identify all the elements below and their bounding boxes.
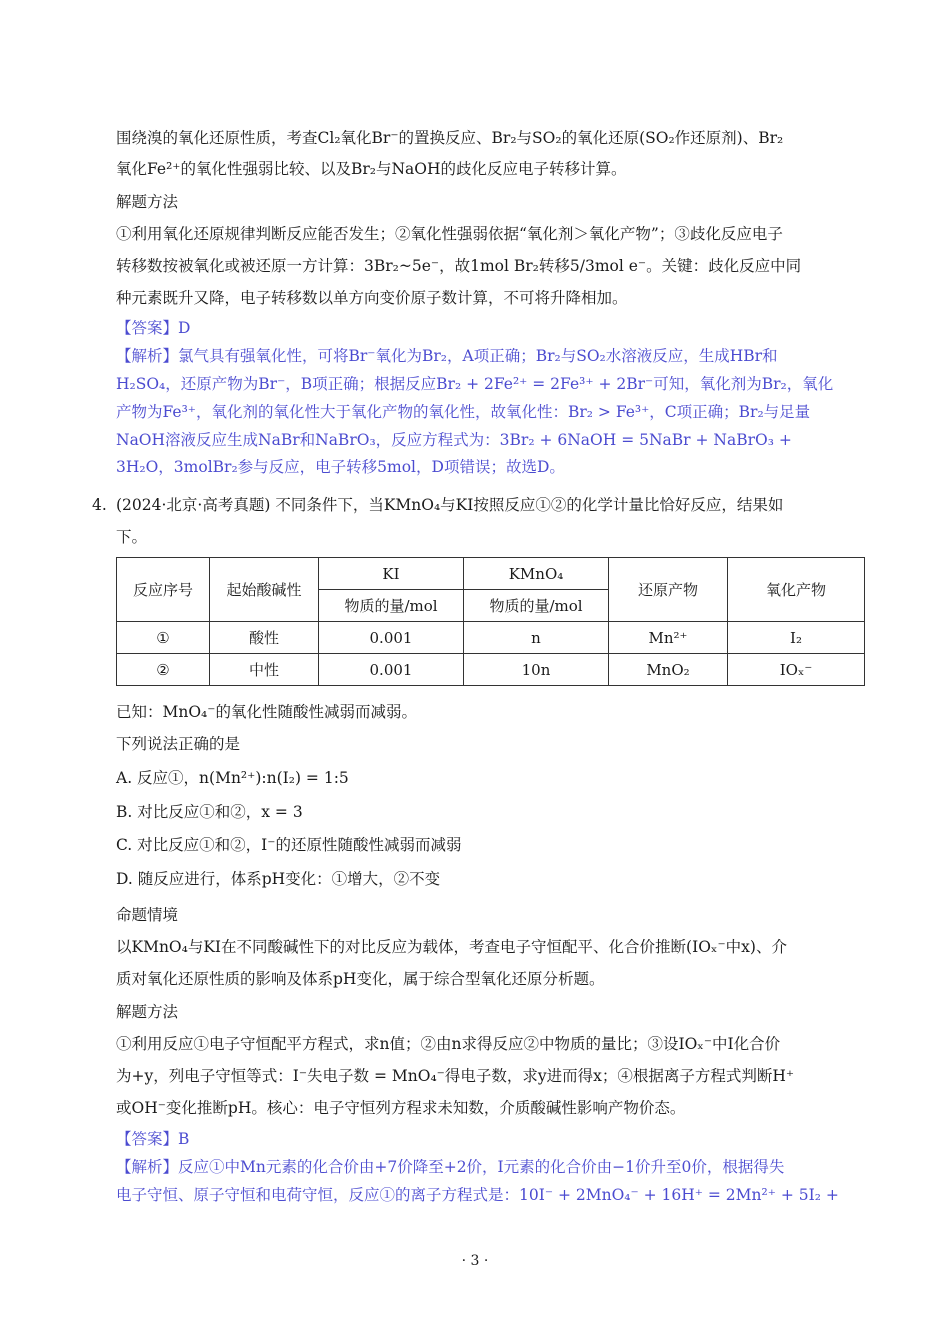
analysis-text-line: 围绕溴的氧化还原性质，考查Cl₂氧化Br⁻的置换反应、Br₂与SO₂的氧化还原(SO₂作还原剂)、Br₂ (116, 129, 784, 147)
table-cell: 酸性 (210, 622, 319, 654)
method-text-line: 转移数按被氧化或被还原一方计算：3Br₂~5e⁻，故1mol Br₂转移5/3mol e⁻。关键：歧化反应中同 (116, 257, 802, 275)
explanation-line: 【解析】反应①中Mn元素的化合价由+7价降至+2价，I元素的化合价由−1价升至0价，根据得失 (116, 1158, 785, 1176)
explanation-line: 【解析】氯气具有强氧化性，可将Br⁻氧化为Br₂，A项正确；Br₂与SO₂水溶液反应，生成HBr和 (116, 347, 778, 365)
answer-label: 【答案】D (116, 319, 191, 337)
explanation-line: 电子守恒、原子守恒和电荷守恒，反应①的离子方程式是：10I⁻ + 2MnO₄⁻ + 16H⁺ = 2Mn²⁺ + 5I₂ + (116, 1186, 839, 1204)
option-d: D. 随反应进行，体系pH变化：①增大，②不变 (116, 870, 441, 888)
explanation-line: 3H₂O，3molBr₂参与反应，电子转移5mol，D项错误；故选D。 (116, 458, 565, 476)
method-text-line: 为+y，列电子守恒等式：I⁻失电子数 = MnO₄⁻得电子数，求y进而得x；④根据离子方程式判断H⁺ (116, 1067, 795, 1085)
table-header-row (117, 558, 865, 590)
table-cell: 中性 (210, 654, 319, 686)
header-cell: 还原产物 (609, 558, 728, 622)
question-number: 4. (92, 496, 107, 514)
table-cell: 0.001 (319, 622, 464, 654)
table-row (117, 654, 865, 686)
method-text-line: 种元素既升又降，电子转移数以单方向变价原子数计算，不可将升降相加。 (116, 289, 628, 307)
answer-label: 【答案】B (116, 1130, 190, 1148)
table-cell: Mn²⁺ (609, 622, 728, 654)
analysis-text-line: 氧化Fe²⁺的氧化性强弱比较、以及Br₂与NaOH的歧化反应电子转移计算。 (116, 160, 627, 178)
section-heading: 命题情境 (116, 906, 179, 924)
table-cell: MnO₂ (609, 654, 728, 686)
option-b: B. 对比反应①和②，x = 3 (116, 803, 303, 821)
header-cell: KMnO₄ (464, 558, 609, 590)
question-prompt: 下列说法正确的是 (116, 735, 241, 753)
table-cell: 0.001 (319, 654, 464, 686)
method-text-line: 或OH⁻变化推断pH。核心：电子守恒列方程求未知数，介质酸碱性影响产物价态。 (116, 1099, 686, 1117)
header-cell: 反应序号 (117, 558, 210, 622)
explanation-line: H₂SO₄，还原产物为Br⁻，B项正确；根据反应Br₂ + 2Fe²⁺ = 2Fe³⁺ + 2Br⁻可知，氧化剂为Br₂，氧化 (116, 375, 834, 393)
page-number: · 3 · (461, 1253, 489, 1269)
explanation-line: 产物为Fe³⁺，氧化剂的氧化性大于氧化产物的氧化性，故氧化性：Br₂ > Fe³⁺，C项正确；Br₂与足量 (116, 403, 811, 421)
table-cell: n (464, 622, 609, 654)
section-heading: 解题方法 (116, 1003, 179, 1021)
table-row (117, 622, 865, 654)
table-cell: ① (117, 622, 210, 654)
header-cell: 起始酸碱性 (210, 558, 319, 622)
explanation-line: NaOH溶液反应生成NaBr和NaBrO₃，反应方程式为：3Br₂ + 6NaOH = 5NaBr + NaBrO₃ + (116, 431, 792, 449)
table-cell: IOₓ⁻ (728, 654, 865, 686)
table-cell: 10n (464, 654, 609, 686)
table-cell: I₂ (728, 622, 865, 654)
method-text-line: ①利用氧化还原规律判断反应能否发生；②氧化性强弱依据“氧化剂＞氧化产物”；③歧化反应电子 (116, 225, 783, 243)
header-cell: 物质的量/mol (319, 590, 464, 622)
header-cell: 物质的量/mol (464, 590, 609, 622)
question-stem: (2024·北京·高考真题) 不同条件下，当KMnO₄与KI按照反应①②的化学计量比恰好反应，结果如 (116, 496, 784, 514)
known-condition: 已知：MnO₄⁻的氧化性随酸性减弱而减弱。 (116, 703, 417, 721)
question-stem: 下。 (116, 528, 148, 546)
header-cell: KI (319, 558, 464, 590)
option-c: C. 对比反应①和②，I⁻的还原性随酸性减弱而减弱 (116, 836, 462, 854)
table-cell: ② (117, 654, 210, 686)
context-text-line: 质对氧化还原性质的影响及体系pH变化，属于综合型氧化还原分析题。 (116, 970, 605, 988)
section-heading: 解题方法 (116, 193, 179, 211)
context-text-line: 以KMnO₄与KI在不同酸碱性下的对比反应为载体，考查电子守恒配平、化合价推断(IOₓ⁻中x)、介 (116, 938, 787, 956)
reaction-table (116, 557, 865, 686)
method-text-line: ①利用反应①电子守恒配平方程式，求n值；②由n求得反应②中物质的量比；③设IOₓ⁻中I化合价 (116, 1035, 781, 1053)
option-a: A. 反应①，n(Mn²⁺):n(I₂) = 1:5 (116, 769, 349, 787)
header-cell: 氧化产物 (728, 558, 865, 622)
